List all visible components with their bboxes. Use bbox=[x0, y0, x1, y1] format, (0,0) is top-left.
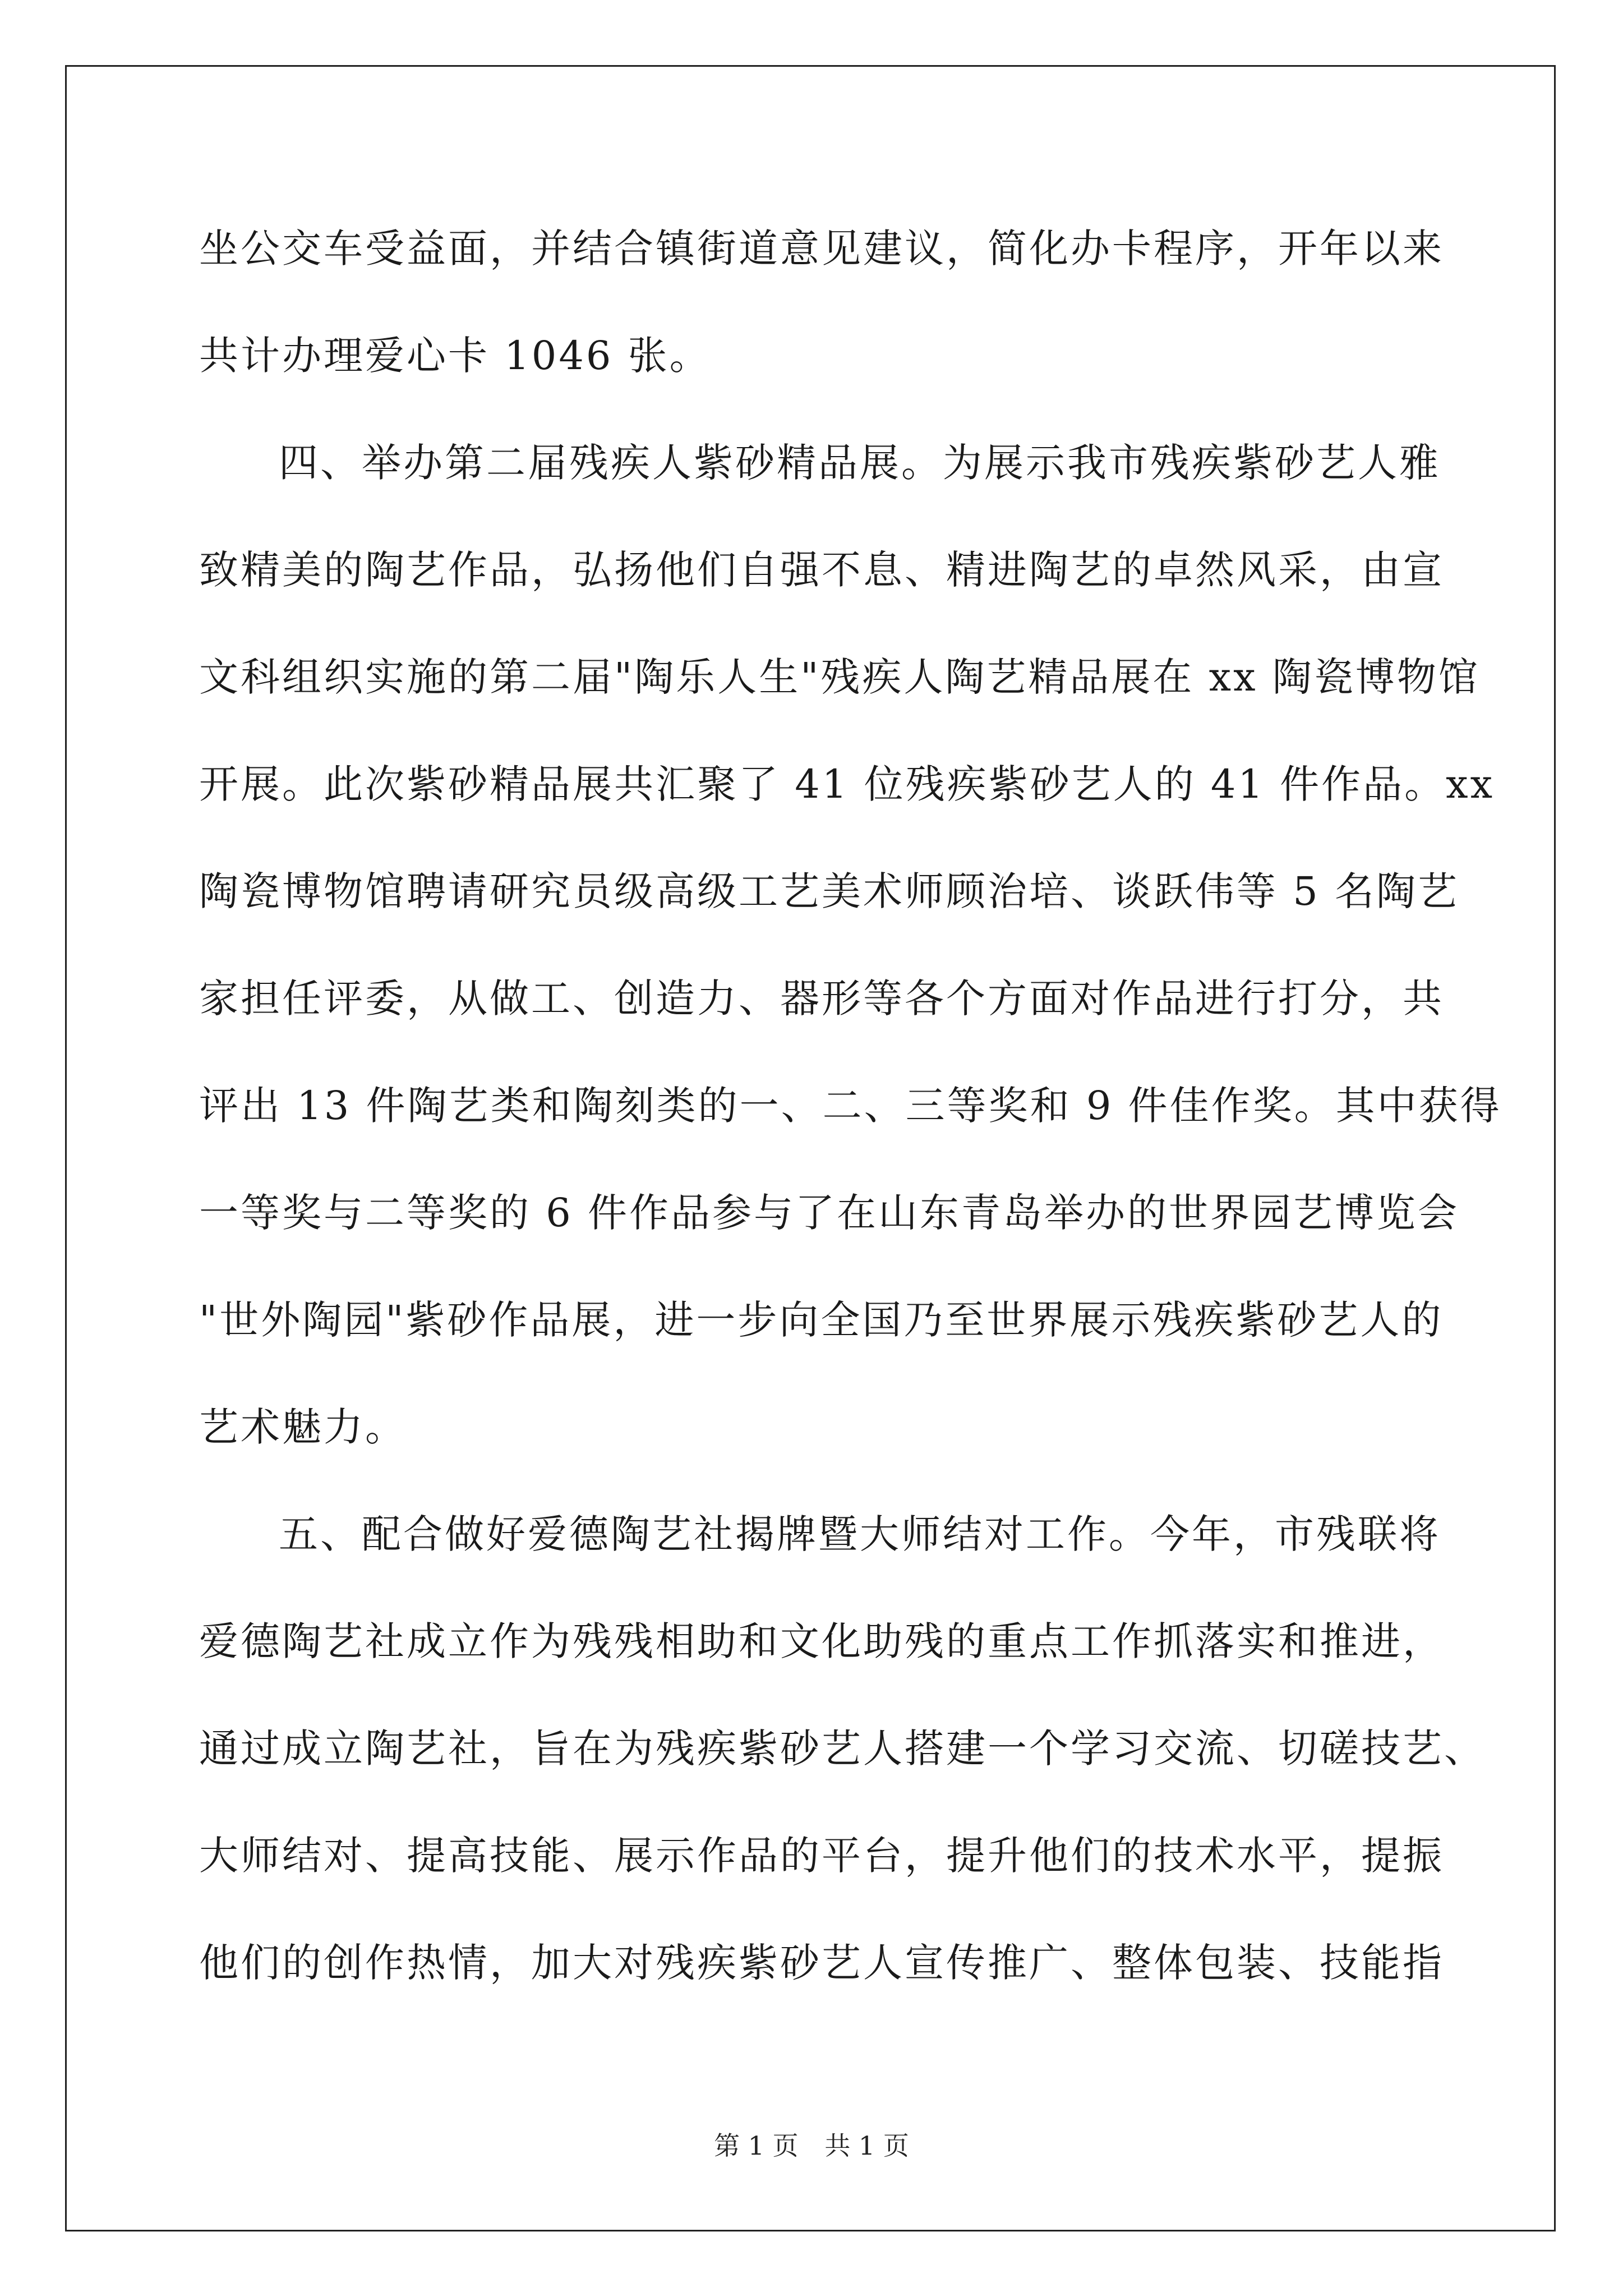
text-line: 通过成立陶艺社，旨在为残疾紫砂艺人搭建一个学习交流、切磋技艺、 bbox=[199, 1726, 1486, 1772]
text-line: 评出 13 件陶艺类和陶刻类的一、二、三等奖和 9 件佳作奖。其中获得 bbox=[199, 1083, 1502, 1129]
paragraph-start-line: 五、配合做好爱德陶艺社揭牌暨大师结对工作。今年，市残联将 bbox=[279, 1511, 1441, 1557]
text-line: 陶瓷博物馆聘请研究员级高级工艺美术师顾治培、谈跃伟等 5 名陶艺 bbox=[199, 868, 1460, 914]
text-line: 开展。此次紫砂精品展共汇聚了 41 位残疾紫砂艺人的 41 件作品。xx bbox=[199, 761, 1495, 807]
text-line: "世外陶园"紫砂作品展，进一步向全国乃至世界展示残疾紫砂艺人的 bbox=[199, 1297, 1444, 1343]
text-line: 大师结对、提高技能、展示作品的平台，提升他们的技术水平，提振 bbox=[199, 1833, 1444, 1879]
page-border bbox=[65, 65, 1556, 2231]
text-line: 文科组织实施的第二届"陶乐人生"残疾人陶艺精品展在 xx 陶瓷博物馆 bbox=[199, 654, 1480, 700]
text-line: 坐公交车受益面，并结合镇街道意见建议，简化办卡程序，开年以来 bbox=[199, 226, 1444, 272]
text-line: 共计办理爱心卡 1046 张。 bbox=[199, 333, 711, 379]
page-total: 共 1 页 bbox=[824, 2131, 909, 2161]
page-number: 第 1 页 bbox=[714, 2131, 799, 2161]
text-line: 他们的创作热情，加大对残疾紫砂艺人宣传推广、整体包装、技能指 bbox=[199, 1940, 1444, 1986]
page-footer bbox=[0, 2129, 1623, 2162]
text-line: 一等奖与二等奖的 6 件作品参与了在山东青岛举办的世界园艺博览会 bbox=[199, 1190, 1460, 1236]
text-line: 艺术魅力。 bbox=[199, 1404, 407, 1450]
text-line: 致精美的陶艺作品，弘扬他们自强不息、精进陶艺的卓然风采，由宣 bbox=[199, 547, 1444, 593]
text-line: 爱德陶艺社成立作为残残相助和文化助残的重点工作抓落实和推进， bbox=[199, 1618, 1444, 1664]
text-line: 家担任评委，从做工、创造力、器形等各个方面对作品进行打分，共 bbox=[199, 976, 1444, 1022]
paragraph-start-line: 四、举办第二届残疾人紫砂精品展。为展示我市残疾紫砂艺人雅 bbox=[279, 440, 1441, 486]
